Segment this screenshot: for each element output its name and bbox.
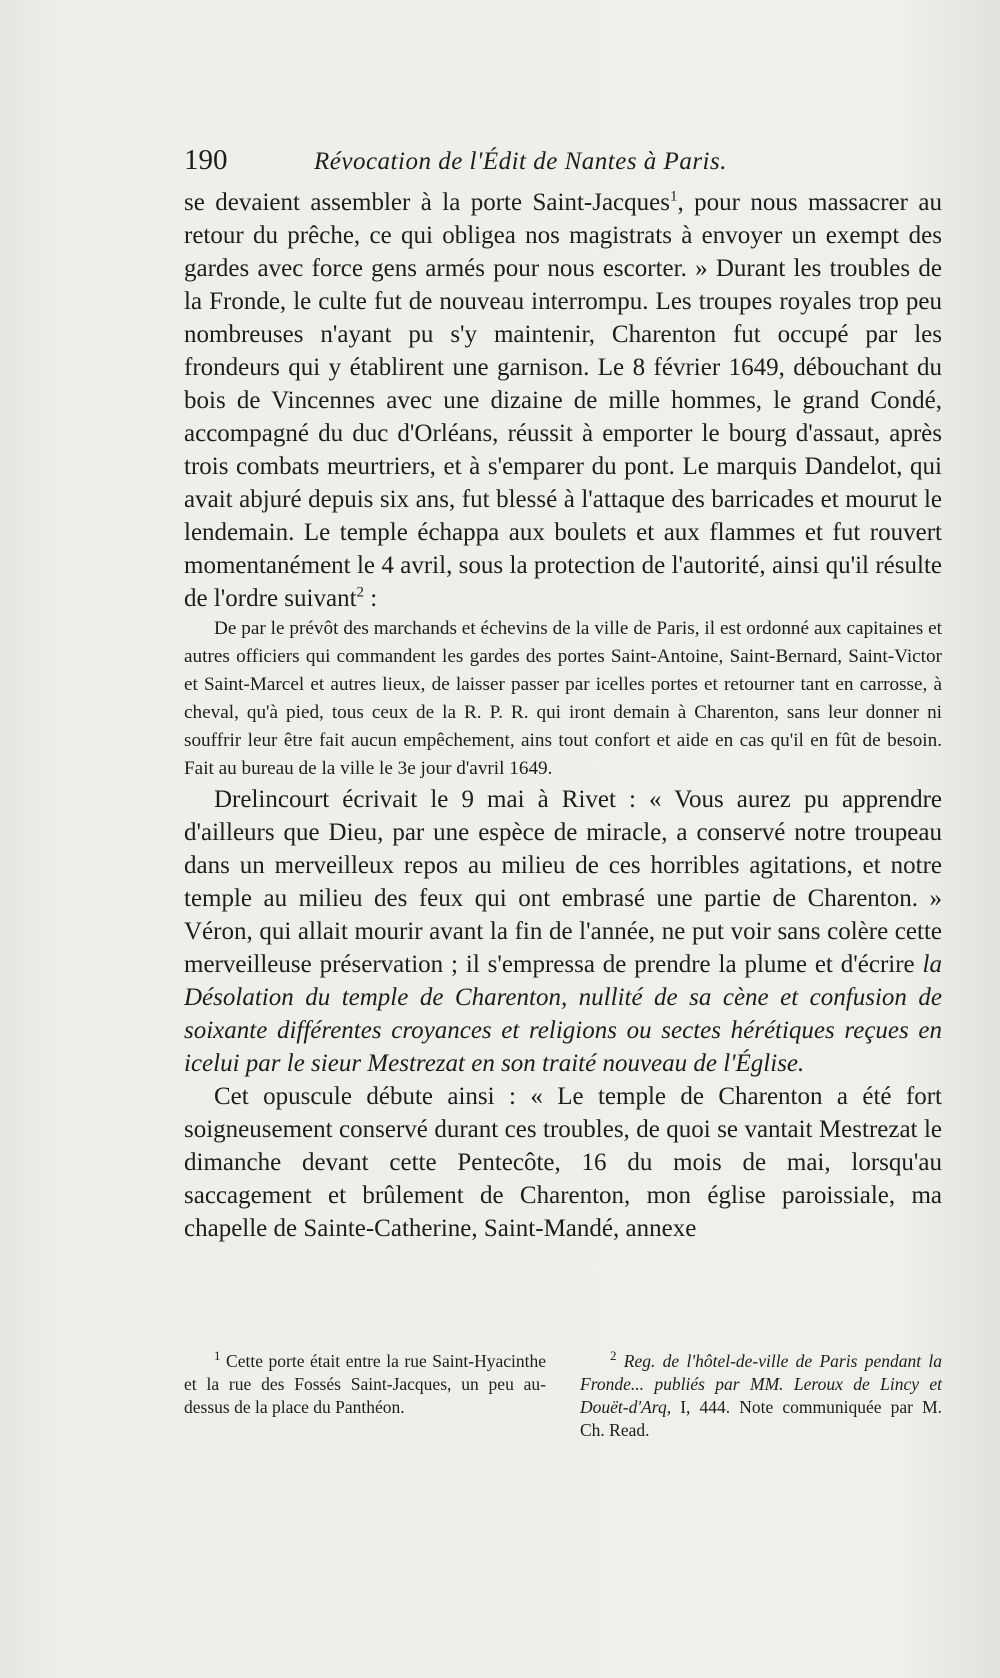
running-head (184, 144, 942, 184)
paragraph-1-body: , pour nous massacrer au retour du prêche, ce qui obligea nos magistrats à envoyer un exempt des gardes avec force gens armés pour nous escorter. » Durant les troubles de la Fronde, le culte fut de nouveau interrompu. Les troupes royales trop peu nombreuses n'ayant pu s'y maintenir, Charenton fut occupé par les frondeurs qui y établirent une garnison. Le 8 février 1649, débouchant du bois de Vincennes avec une dizaine de mille hommes, le grand Condé, accompagné du duc d'Orléans, réussit à emporter le bourg d'assaut, après trois combats meurtriers, et à s'emparer du pont. Le marquis Dandelot, qui avait abjuré depuis six ans, fut blessé à l'attaque des barricades et mourut le lendemain. Le temple échappa aux boulets et aux flammes et fut rouvert momentanément le 4 avril, sous la protection de l'autorité, ainsi qu'il résulte de l'ordre suivant (184, 189, 942, 612)
footnote-1 (184, 1350, 546, 1442)
quoted-order: De par le prévôt des marchands et échevins de la ville de Paris, il est ordonné aux capitaines et autres officiers qui commandent les gardes des portes Saint-Antoine, Saint-Bernard, Saint-Victor et Saint-Marcel et autres lieux, de laisser passer par icelles portes et retourner tant en carrosse, à cheval, qu'à pied, tous ceux de la R. P. R. qui iront demain à Charenton, sans leur donner ni souffrir leur être fait aucun empêchement, ains tout confort et aide en cas qu'il en fût de besoin. Fait au bureau de la ville le 3e jour d'avril 1649. (184, 618, 942, 779)
footnote-1-mark: 1 (214, 1348, 221, 1364)
footnote-2-mark: 2 (610, 1348, 617, 1364)
footnote-2-source: Reg. de l'hôtel-de-ville de Paris pendant la Fronde... publiés par MM. Leroux de Lincy et Douët-d'Arq, (580, 1351, 942, 1417)
footnote-2 (580, 1350, 942, 1442)
paragraph-1-start: se devaient assembler à la porte Saint-Jacques (184, 189, 670, 216)
footnotes (184, 1350, 942, 1442)
page-content (184, 144, 942, 1245)
footnote-2-text: I, 444. Note communiquée par M. Ch. Read. (580, 1397, 942, 1440)
footnote-1-text: Cette porte était entre la rue Saint-Hyacinthe et la rue des Fossés Saint-Jacques, un peu au-dessus de la place du Panthéon. (184, 1351, 546, 1417)
running-title: Révocation de l'Édit de Nantes à Paris. (314, 148, 727, 175)
page-number: 190 (184, 144, 228, 176)
paragraph-3: Cet opuscule débute ainsi : « Le temple de Charenton a été fort soigneusement conservé durant ces troubles, de quoi se vantait Mestrezat le dimanche devant cette Pentecôte, 16 du mois de mai, lorsqu'au saccagement et brûlement de Charenton, mon église paroissiale, ma chapelle de Sainte-Catherine, Saint-Mandé, annexe (184, 1083, 942, 1242)
paragraph-2 (184, 783, 942, 1080)
paragraph-1 (184, 186, 942, 615)
main-text (184, 186, 942, 1245)
paragraph-2-book-title: la Désolation du temple de Charenton, nullité de sa cène et confusion de soixante différentes croyances et religions ou sectes hérétiques reçues en icelui par le sieur Mestrezat en son traité nouveau de l'Église. (184, 951, 942, 1077)
footnote-ref-2: 2 (356, 584, 365, 601)
paragraph-1-end: : (364, 585, 378, 612)
footnote-ref-1: 1 (669, 188, 678, 205)
paragraph-2-text: Drelincourt écrivait le 9 mai à Rivet : « Vous aurez pu apprendre d'ailleurs que Dieu, par une espèce de miracle, a conservé notre troupeau dans un merveilleux repos au milieu de ces horribles agitations, et notre temple au milieu des feux qui ont embrasé une partie de Charenton. » Véron, qui allait mourir avant la fin de l'année, ne put voir sans colère cette merveilleuse préservation ; il s'empressa de prendre la plume et d'écrire (184, 786, 942, 978)
